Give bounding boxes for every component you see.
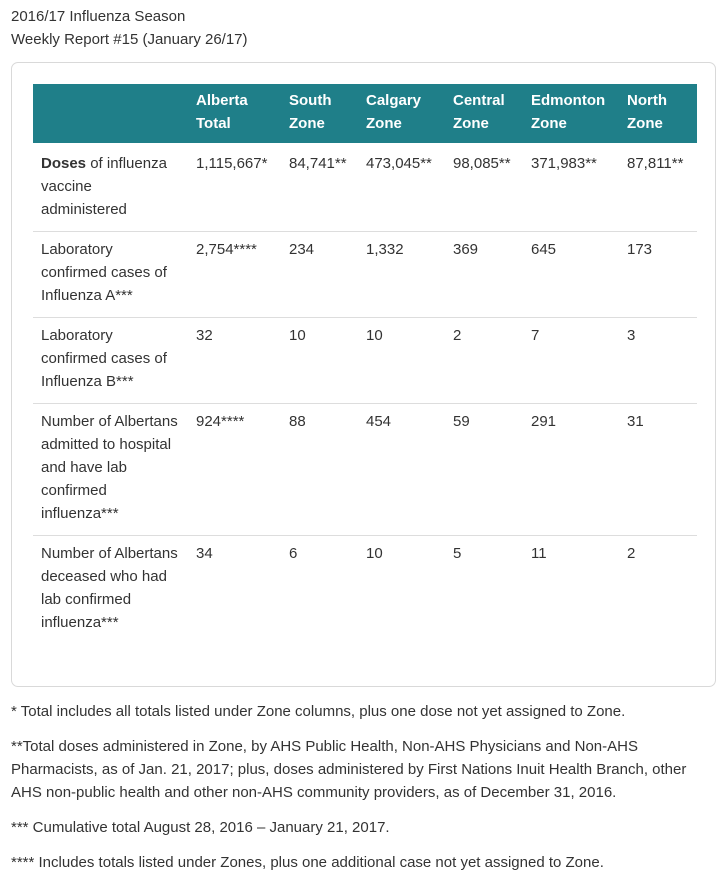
cell-alberta-total: 924****: [188, 404, 281, 536]
cell-edmonton-zone: 645: [523, 232, 619, 318]
cell-edmonton-zone: 7: [523, 318, 619, 404]
row-label: Laboratory confirmed cases of Influenza A***: [33, 232, 188, 318]
table-row: [33, 404, 697, 536]
cell-alberta-total: 34: [188, 536, 281, 645]
cell-south-zone: 84,741**: [289, 155, 347, 172]
cell-calgary-zone: 1,332: [358, 232, 445, 318]
header-blank: [33, 84, 188, 143]
cell-alberta-total: 2,754****: [188, 232, 281, 318]
cell-north-zone: 31: [619, 404, 697, 536]
cell-alberta-total: 32: [188, 318, 281, 404]
row-label: Number of Albertans admitted to hospital and have lab confirmed influenza***: [33, 404, 188, 536]
table-header-row: [33, 84, 697, 143]
cell-south-zone: 6: [281, 536, 358, 645]
cell-north-zone: 173: [619, 232, 697, 318]
cell-calgary-zone: 10: [358, 536, 445, 645]
cell-edmonton-zone: 291: [523, 404, 619, 536]
table-row: [33, 536, 697, 645]
footnote-single-asterisk: * Total includes all totals listed under Zone columns, plus one dose not yet assigned to Zone.: [11, 703, 626, 720]
cell-north-zone: 87,811**: [627, 155, 684, 172]
report-subtitle: Weekly Report #15 (January 26/17): [11, 31, 248, 48]
header-alberta-total: Alberta Total: [188, 84, 281, 143]
cell-central-zone: 2: [445, 318, 523, 404]
footnote-quadruple-asterisk: **** Includes totals listed under Zones, plus one additional case not yet assigned to Zone.: [11, 854, 604, 871]
table-card: [11, 62, 716, 687]
footnotes: [11, 700, 711, 886]
cell-calgary-zone: 10: [358, 318, 445, 404]
cell-central-zone: 5: [445, 536, 523, 645]
table-row: [33, 318, 697, 404]
header-central-zone: Central Zone: [445, 84, 523, 143]
table-row: [33, 143, 697, 232]
cell-alberta-total: 1,115,667*: [196, 155, 268, 172]
cell-calgary-zone: 473,045**: [366, 155, 432, 172]
cell-central-zone: 98,085**: [453, 155, 511, 172]
footnote-double-asterisk: **Total doses administered in Zone, by AHS Public Health, Non-AHS Physicians and Non-AHS Pharmacists, as of Jan. 21, 2017; plus, doses administered by First Nations Inuit Health Branch, other AHS non-public health and other non-AHS community providers, as of December 31, 2016.: [11, 738, 687, 801]
row-label-bold: Doses: [41, 155, 87, 172]
footnote-triple-asterisk: *** Cumulative total August 28, 2016 – January 21, 2017.: [11, 819, 390, 836]
cell-south-zone: 10: [281, 318, 358, 404]
row-label: Laboratory confirmed cases of Influenza B***: [33, 318, 188, 404]
cell-calgary-zone: 454: [358, 404, 445, 536]
cell-edmonton-zone: 11: [523, 536, 619, 645]
cell-south-zone: 234: [281, 232, 358, 318]
influenza-table: [33, 84, 697, 644]
row-label: Number of Albertans deceased who had lab confirmed influenza***: [33, 536, 188, 645]
header-north-zone: North Zone: [619, 84, 697, 143]
cell-north-zone: 3: [619, 318, 697, 404]
header-edmonton-zone: Edmonton Zone: [523, 84, 619, 143]
cell-edmonton-zone: 371,983**: [531, 155, 597, 172]
header-south-zone: South Zone: [281, 84, 358, 143]
table-row: [33, 232, 697, 318]
cell-central-zone: 59: [445, 404, 523, 536]
cell-central-zone: 369: [445, 232, 523, 318]
row-label: [33, 143, 188, 232]
cell-north-zone: 2: [619, 536, 697, 645]
header-calgary-zone: Calgary Zone: [358, 84, 445, 143]
season-title: 2016/17 Influenza Season: [11, 8, 186, 25]
cell-south-zone: 88: [281, 404, 358, 536]
row-label-text: of influenza vaccine administered: [41, 155, 167, 218]
report-header: [11, 5, 248, 51]
